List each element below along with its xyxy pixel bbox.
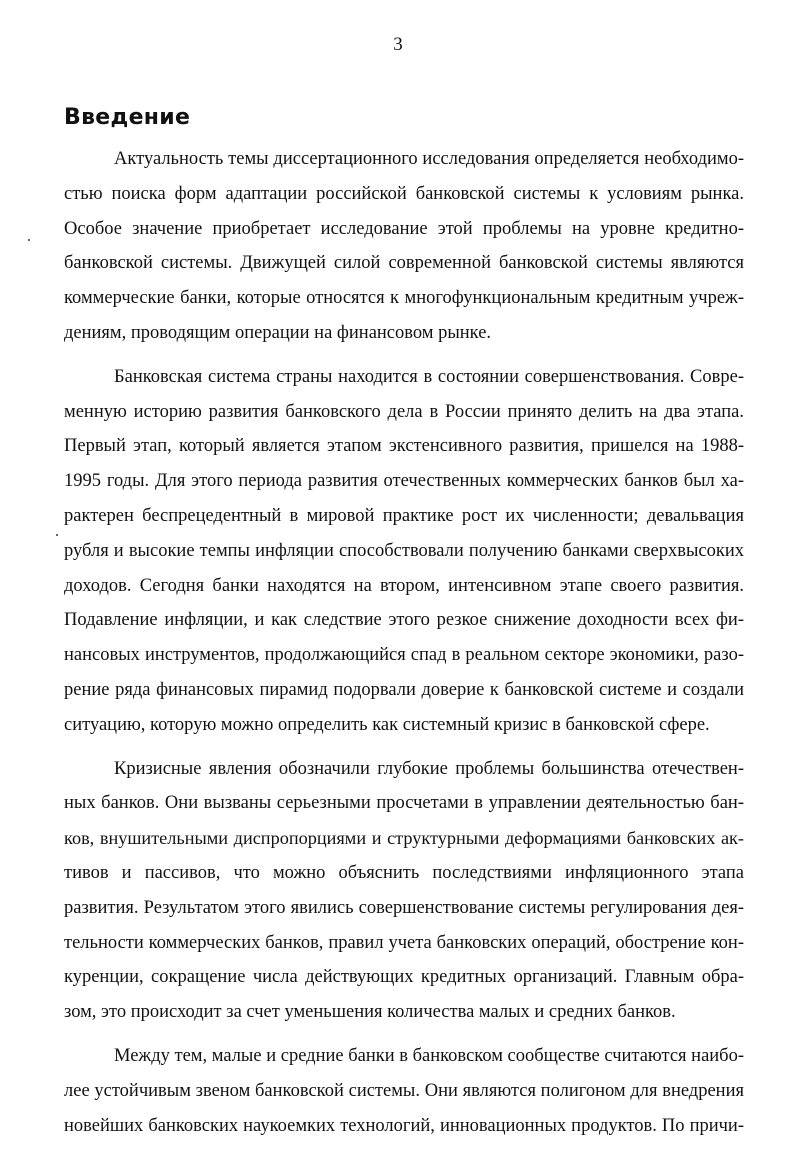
text-line: куренции, сокращение числа действующих кредитных организаций. Главным обра- [64, 967, 744, 988]
text-line: Между тем, малые и средние банки в банковском сообществе считаются наибо- [114, 1045, 744, 1066]
text-line: рактерен беспрецедентный в мировой практике рост их численности; девальвация [64, 505, 744, 526]
text-line: Подавление инфляции, и как следствие этого резкое снижение доходности всех фи- [64, 610, 744, 631]
text-line: ков, внушительными диспропорциями и структурными деформациями банковских ак- [64, 828, 744, 849]
text-line: рение ряда финансовых пирамид подорвали доверие к банковской системе и создали [64, 679, 744, 700]
section-heading: Введение [64, 105, 191, 130]
text-line: зом, это происходит за счет уменьшения количества малых и средних банков. [64, 1002, 676, 1023]
text-line: ситуацию, которую можно определить как системный кризис в банковской сфере. [64, 714, 710, 735]
text-line: коммерческие банки, которые относятся к многофункциональным кредитным учреж- [64, 288, 744, 309]
text-line: менную историю развития банковского дела в России принято делить на два этапа. [64, 401, 744, 422]
text-line: ных банков. Они вызваны серьезными просчетами в управлении деятельностью бан- [64, 793, 744, 814]
text-line: 1995 годы. Для этого периода развития отечественных коммерческих банков был ха- [64, 471, 744, 492]
page-number: 3 [393, 34, 403, 55]
text-line: рубля и высокие темпы инфляции способствовали получению банками сверхвысоких [64, 540, 744, 561]
text-line: лее устойчивым звеном банковской системы. Они являются полигоном для внедрения [64, 1080, 744, 1101]
text-line: новейших банковских наукоемких технологий, инновационных продуктов. По причи- [64, 1115, 744, 1136]
text-line: Кризисные явления обозначили глубокие проблемы большинства отечествен- [114, 758, 744, 779]
text-line: Банковская система страны находится в состоянии совершенствования. Совре- [114, 366, 744, 387]
text-line: дениям, проводящим операции на финансовом рынке. [64, 322, 492, 343]
text-line: развития. Результатом этого явились совершенствование системы регулирования дея- [64, 897, 744, 918]
scan-speck [28, 239, 30, 241]
text-line: Первый этап, который является этапом экстенсивного развития, пришелся на 1988- [64, 436, 744, 457]
text-line: Особое значение приобретает исследование этой проблемы на уровне кредитно- [64, 218, 744, 239]
text-line: нансовых инструментов, продолжающийся спад в реальном секторе экономики, разо- [64, 645, 744, 666]
text-line: тивов и пассивов, что можно объяснить последствиями инфляционного этапа [64, 862, 744, 883]
scan-speck [56, 534, 58, 536]
text-line: стью поиска форм адаптации российской банковской системы к условиям рынка. [64, 183, 744, 204]
text-line: тельности коммерческих банков, правил учета банковских операций, обострение кон- [64, 932, 744, 953]
body-text [64, 142, 744, 1143]
text-line: доходов. Сегодня банки находятся на втором, интенсивном этапе своего развития. [64, 575, 744, 596]
text-line: банковской системы. Движущей силой современной банковской системы являются [64, 253, 744, 274]
text-line: Актуальность темы диссертационного исследования определяется необходимо- [114, 149, 744, 169]
